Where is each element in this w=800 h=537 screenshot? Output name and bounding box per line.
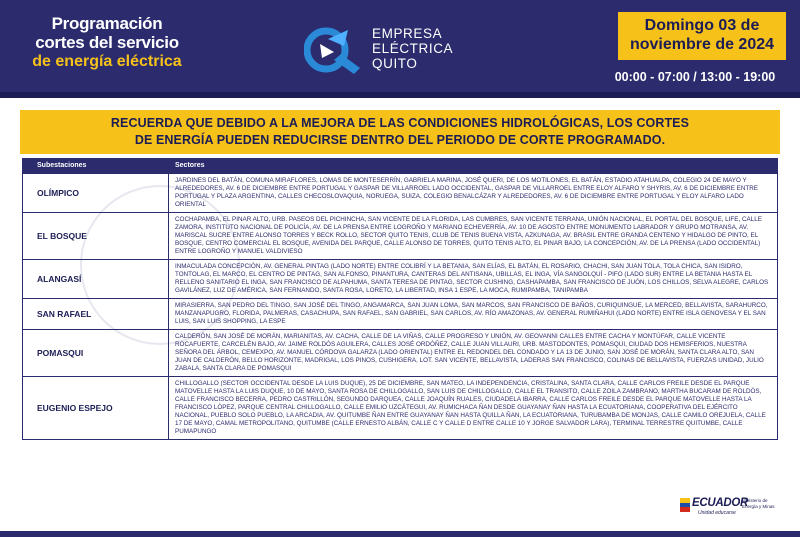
table-row — [23, 376, 777, 439]
sector-list: CHILLOGALLO (SECTOR OCCIDENTAL DESDE LA LUIS DUQUE), 25 DE DICIEMBRE, SAN MATEO, LA INDEPENDENCIA, CRISTALINA, SANTA CLARA, CALLE CARLOS FREILE DESDE EL PARQUE MATOVELLE HASTA LA LUIS DUQUE, 10 DE MAYO, SANTA ROSA DE CHILLOGALLO, SAN LUIS DE CHILLOGALLO, CALLE EL TRANSITO, CALLE ZOILA ZAMBRANO, MARTHA BUCARAM DE ROLDÓS, CALLE FRANCISCO BECERRA, PEDRO CASTRILLÓN, SEGUNDO DARQUEA, CALLE JOAQUÍN RUALES, CIUDADELA IBARRA, CALLE CARLOS FREILE DESDE EL PARQUE MATOVELLE HASTA LA FRANCISCO LÓPEZ, PARQUE CENTRAL CHILLOGALLO, CALLE EMILIO UZCÁTEGUI, AV. RUMICHACA ÑAN DESDE GUAYANAY ÑAN HASTA LA ECUATORIANA, COOPERATIVA DEL EJÉRCITO NACIONAL, PUEBLO SOLO PUEBLO, LA ARCADIA, AV. QUITUMBE ÑAN ENTRE GUAYANAY ÑAN HASTA QUILLA ÑAN, LA ECUATORIANA, TURUBAMBA DE MONJAS, CALLE CAMILO OREJUELA, CALLE 17 DE MAYO, CAMAL METROPOLITANO, QUITUMBE (CALLE ERNESTO ALBÁN, CALLE C Y CALLE D ENTRE CALLE 10 Y JORGE SALVADOR LARA), TERMINAL TERRESTRE QUITUMBE, CALLE PUMAPUNGO — [175, 380, 766, 435]
table-row — [23, 173, 777, 212]
table-header — [23, 159, 777, 173]
brand-name — [372, 26, 453, 71]
title-line-1: Programación — [51, 14, 163, 33]
country-logo-text: ECUADOR — [692, 497, 749, 509]
column-header-sectors: Sectores — [175, 162, 205, 169]
table-row — [23, 329, 777, 376]
substation-name: OLÍMPICO — [23, 174, 169, 212]
sector-list: INMACULADA CONCEPCIÓN, AV. GENERAL PINTAG (LADO NORTE) ENTRE COLIBRÍ Y LA BETANIA, SAN ELÍAS, EL BATÁN, EL ROSARIO, CHACHI, SAN JUAN TOLA, TOLA CHICA, SAN ISIDRO, TONTOLAG, EL MARCO, EL CENTRO DE PINTAG, SAN ALFONSO, PINANTURA, CANTERAS DEL ANTISANA, UBILLAS, EL INGA, VÍA SANGOLQUÍ - PIFO (LADO SUR) ENTRE LA BETANIA HASTA EL RELLENO SANITARIO EL INGA, SAN FRANCISCO DE ALPAHUMA, SANTA TERESA DE PINTAG, SECTOR CUSHING, CASHAPAMBA, SAN FRANCISCO DE JUÓN, LOS CHILLOS, SELVA ALEGRE, CARLOS GAVILÁNEZ, LUZ DE AMÉRICA, SAN FERNANDO, SANTA ROSA, LORETO, LA LIBERTAD, INSA 1 ESPE, LA MOCA, RUMIPAMBA, TANIPAMBA — [175, 263, 769, 294]
substation-name: POMASQUI — [23, 330, 169, 376]
sector-list: CALDERÓN, SAN JOSÉ DE MORÁN, MARIANITAS, AV. CACHA, CALLE DE LA VIÑAS, CALLE PROGRESO Y UNIÓN, AV. GEOVANNI CALLES ENTRE CACHA Y MONTÚFAR, CALLE VICENTE ROCAFUERTE, CARCELÉN BAJO, AV. JAIME ROLDÓS AGUILERA, CALLES JOSÉ ORDÓÑEZ, CALLE JUAN VILLAURI, URB. MASTODONTES, POMASQUI, CIUDAD DOS HEMISFERIOS, NUESTRA SEÑORA DEL ÁRBOL, CEMEXPO, AV. MANUEL CÓRDOVA GALARZA (LADO ORIENTAL) ENTRE EL REDONDEL DEL CONDADO Y LA 13 DE JUNIO, SAN JOSÉ DE MORÁN, SANTA CLARA ALTO, SAN JUAN DE CALDERÓN, BELLO HORIZONTE, MADRIGAL, LOS PINOS, CUSHIGERA, LOT. SAN VICENTE, BELLAVISTA, LADERAS SAN FRANCISCO, COLINAS DE BELLAVISTA, FUERZAS UNIDAD, JULIO ZABALA, SANTA CLARA DE POMASQUI — [175, 333, 764, 372]
country-motto: Unidad educarse — [698, 510, 736, 516]
ecuador-flag-icon — [680, 498, 690, 512]
table-row — [23, 259, 777, 298]
sector-list: JARDINES DEL BATÁN, COMUNA MIRAFLORES, LOMAS DE MONTESERRÍN, GABRIELA MARINA, JOSÉ QUERI, DE LOS MOTILONES, EL BATÁN, ESTADIO ATAHUALPA, COLEGIO 24 DE MAYO Y ALREDEDORES, AV. 6 DE DICIEMBRE ENTRE PORTUGAL Y GASPAR DE VILLARROEL LADO OCCIDENTAL, GASPAR DE VILLARROEL ENTRE ELOY ALFARO Y SHYRIS, AV. 6 DE DICIEMBRE ENTRE PORTUGAL Y PLAZA ARGENTINA, CALLES CHECOSLOVAQUIA, NORUEGA, SUIZA, COLEGIO BENALCÁZAR Y ALREDEDORES, AV. 6 DE DICIEMBRE ENTRE PORTUGAL Y ELOY ALFARO LADO ORIENTAL — [175, 177, 758, 208]
sector-list: COCHAPAMBA, EL PINAR ALTO, URB. PASEOS DEL PICHINCHA, SAN VICENTE DE LA FLORIDA, LAS CUMBRES, SAN VICENTE TERRANA, UNIÓN NACIONAL, EL PORTAL DEL BOSQUE, LIFE, CALLE ZAMORA, INSTITUTO NACIONAL DE POLICÍA, AV. DE LA PRENSA ENTRE LOGROÑO Y MARIANO ECHEVERRÍA, AV. 10 DE AGOSTO ENTRE MONUMENTO LABRADOR Y GRUPO MOTRANSA, AV. MARISCAL SUCRE ENTRE ALONSO TORRES Y BECK ROLLO, SECTOR QUITO TENIS, CLUB DE TENIS BUENA VISTA, AZKUNAGA, AV. BRASIL ENTRE GRANDA CENTENO Y HIDALGO DE PINTO, EL BOSQUE, CENTRO COMERCIAL EL BOSQUE, AVENIDA DEL PARQUE, CALLE ALONSO DE TORRES, QUITO TENIS ALTO, EL PINAR BAJO, LA CONCEPCIÓN, AV. DE LA PRENSA (LADO OCCIDENTAL) ENTRE LOGROÑO Y MANUEL VALDIVIESO — [175, 216, 762, 255]
column-header-substations: Subestaciones — [37, 162, 87, 169]
brand-line-3: QUITO — [372, 56, 418, 71]
eeq-logo-icon — [304, 26, 364, 76]
substation-name: SAN RAFAEL — [23, 299, 169, 329]
brand-line-2: ELÉCTRICA — [372, 41, 454, 56]
title-line-3: de energía eléctrica — [32, 53, 182, 70]
notice-line-2: DE ENERGÍA PUEDEN REDUCIRSE DENTRO DEL PERIODO DE CORTE PROGRAMADO. — [134, 133, 666, 147]
substation-name: ALANGASÍ — [23, 260, 169, 298]
title-line-2: cortes del servicio — [35, 33, 179, 52]
notice-line-1: RECUERDA QUE DEBIDO A LA MEJORA DE LAS CONDICIONES HIDROLÓGICAS, LOS CORTES — [110, 116, 690, 130]
notice-banner — [20, 110, 780, 154]
ministry-line-1: Ministerio de — [742, 498, 768, 503]
outage-hours: 00:00 - 07:00 / 13:00 - 19:00 — [614, 70, 776, 84]
date-line-2: noviembre de 2024 — [629, 36, 775, 53]
footer-bar — [0, 531, 800, 537]
date-line-1: Domingo 03 de — [644, 17, 760, 34]
substation-name: EL BOSQUE — [23, 213, 169, 259]
header-banner — [0, 0, 800, 98]
header-stripe — [0, 92, 800, 98]
title-block — [22, 14, 192, 71]
sector-list: MIRASIERRA, SAN PEDRO DEL TINGO, SAN JOSÉ DEL TINGO, ANGAMARCA, SAN JUAN LOMA, SAN MARCOS, SAN FRANCISCO DE BAÑOS, CURIQUINGUE, LA MERCED, BELLAVISTA, SARAHURCO, MANZANAPUGRO, FLORIDA, PALMERAS, CASACHUPA, SAN RAFAEL, SAN GABRIEL, SAN CARLOS, AV. RÍO AMAZONAS, AV. GENERAL RUMIÑAHUI (LADO NORTE) ENTRE ISLA GENOVESA Y EL SAN LUIS, SAN LUIS SHOPPING, LA ESPE — [175, 302, 768, 325]
substation-name: EUGENIO ESPEJO — [23, 377, 169, 439]
ministry-line-2: Energía y Minas — [742, 504, 775, 509]
table-row — [23, 298, 777, 329]
date-badge — [618, 12, 786, 60]
footer — [0, 494, 800, 537]
table-row — [23, 212, 777, 259]
brand-line-1: EMPRESA — [372, 26, 443, 41]
ministry-name — [742, 498, 798, 510]
schedule-table — [22, 158, 778, 440]
